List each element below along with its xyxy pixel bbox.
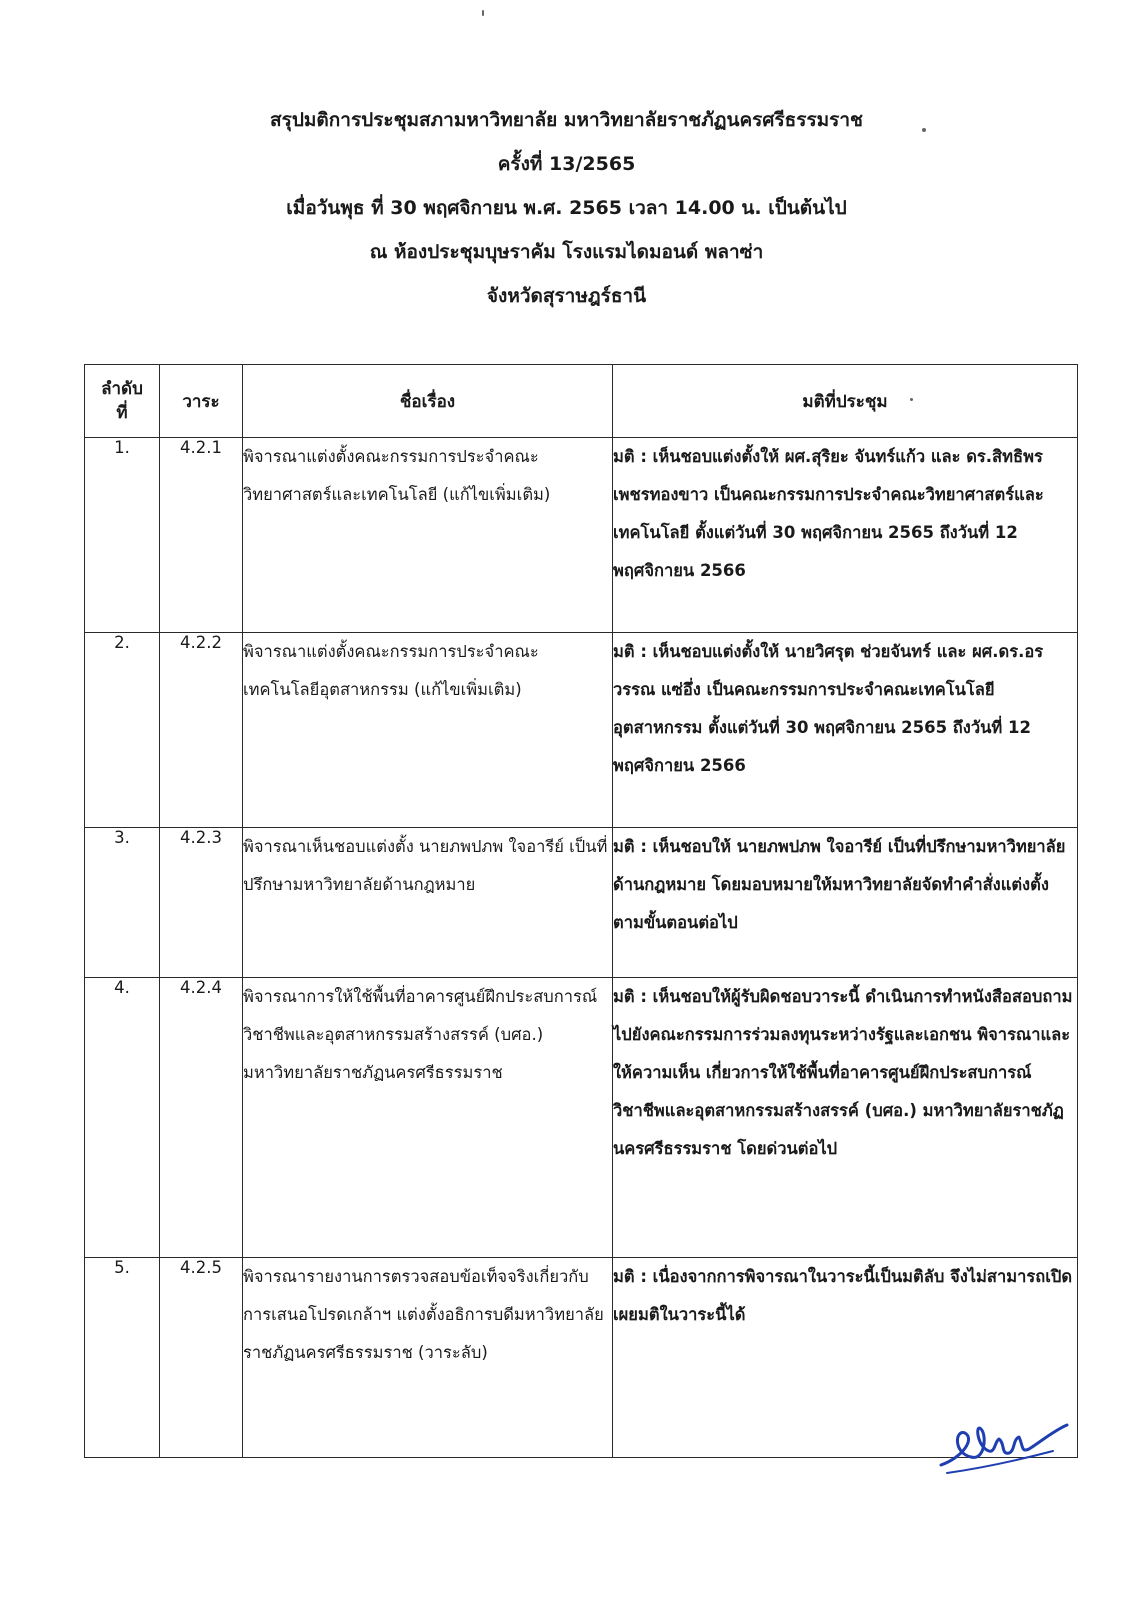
row-resolution: มติ : เห็นชอบให้ผู้รับผิดชอบวาระนี้ ดำเนินการทำหนังสือสอบถามไปยังคณะกรรมการร่วมลงทุนระหว่างรัฐและเอกชน พิจารณาและให้ความเห็น เกี่ยวการให้ใช้พื้นที่อาคารศูนย์ฝึกประสบการณ์วิชาชีพและอุตสาหกรรมสร้างสรรค์ (บศอ.) มหาวิทยาลัยราชภัฏนครศรีธรรมราช โดยด่วนต่อไป	[613, 978, 1078, 1258]
document-title: สรุปมติการประชุมสภามหาวิทยาลัย มหาวิทยาลัยราชภัฏนครศรีธรรมราช	[270, 109, 863, 131]
row-resolution: มติ : เนื่องจากการพิจารณาในวาระนี้เป็นมติลับ จึงไม่สามารถเปิดเผยมติในวาระนี้ได้	[613, 1258, 1078, 1458]
row-agenda: 4.2.2	[160, 633, 243, 828]
meeting-number: ครั้งที่ 13/2565	[497, 153, 636, 175]
row-subject: พิจารณาแต่งตั้งคณะกรรมการประจำคณะวิทยาศาสตร์และเทคโนโลยี (แก้ไขเพิ่มเติม)	[243, 438, 613, 633]
scan-speck	[922, 128, 926, 132]
header-subject: ชื่อเรื่อง	[243, 365, 613, 438]
table-row	[85, 978, 1078, 1258]
row-subject: พิจารณาแต่งตั้งคณะกรรมการประจำคณะเทคโนโลยีอุตสาหกรรม (แก้ไขเพิ่มเติม)	[243, 633, 613, 828]
row-subject: พิจารณาเห็นชอบแต่งตั้ง นายภพปภพ ใจอารีย์ เป็นที่ปรึกษามหาวิทยาลัยด้านกฎหมาย	[243, 828, 613, 978]
row-subject: พิจารณารายงานการตรวจสอบข้อเท็จจริงเกี่ยวกับการเสนอโปรดเกล้าฯ แต่งตั้งอธิการบดีมหาวิทยาลัยราชภัฏนครศรีธรรมราช (วาระลับ)	[243, 1258, 613, 1458]
scan-speck	[910, 398, 913, 401]
row-agenda: 4.2.3	[160, 828, 243, 978]
table-row	[85, 1258, 1078, 1458]
table-row	[85, 438, 1078, 633]
handwritten-signature	[935, 1395, 1075, 1485]
meeting-date: เมื่อวันพุธ ที่ 30 พฤศจิกายน พ.ศ. 2565 เวลา 14.00 น. เป็นต้นไป	[286, 197, 847, 219]
header-sequence-line2: ที่	[116, 403, 128, 423]
row-number: 2.	[85, 633, 160, 828]
row-number: 5.	[85, 1258, 160, 1458]
row-number: 1.	[85, 438, 160, 633]
header-resolution: มติที่ประชุม	[613, 365, 1078, 438]
signature-stroke	[941, 1425, 1067, 1465]
header-agenda: วาระ	[160, 365, 243, 438]
row-resolution: มติ : เห็นชอบให้ นายภพปภพ ใจอารีย์ เป็นที่ปรึกษามหาวิทยาลัยด้านกฎหมาย โดยมอบหมายให้มหาวิทยาลัยจัดทำคำสั่งแต่งตั้งตามขั้นตอนต่อไป	[613, 828, 1078, 978]
resolutions-table	[84, 364, 1078, 1458]
document-header	[0, 98, 1133, 318]
meeting-venue: ณ ห้องประชุมบุษราคัม โรงแรมไดมอนด์ พลาซ่า	[369, 241, 764, 263]
table-row	[85, 828, 1078, 978]
row-agenda: 4.2.5	[160, 1258, 243, 1458]
row-number: 4.	[85, 978, 160, 1258]
table-header-row	[85, 365, 1078, 438]
row-agenda: 4.2.4	[160, 978, 243, 1258]
row-subject: พิจารณาการให้ใช้พื้นที่อาคารศูนย์ฝึกประสบการณ์วิชาชีพและอุตสาหกรรมสร้างสรรค์ (บศอ.) มหาวิทยาลัยราชภัฏนครศรีธรรมราช	[243, 978, 613, 1258]
table-row	[85, 633, 1078, 828]
scan-speck	[482, 10, 484, 16]
row-agenda: 4.2.1	[160, 438, 243, 633]
row-number: 3.	[85, 828, 160, 978]
header-sequence	[85, 365, 160, 438]
row-resolution: มติ : เห็นชอบแต่งตั้งให้ นายวิศรุต ช่วยจันทร์ และ ผศ.ดร.อรวรรณ แซ่อึ่ง เป็นคณะกรรมการประจำคณะเทคโนโลยีอุตสาหกรรม ตั้งแต่วันที่ 30 พฤศจิกายน 2565 ถึงวันที่ 12 พฤศจิกายน 2566	[613, 633, 1078, 828]
row-resolution: มติ : เห็นชอบแต่งตั้งให้ ผศ.สุริยะ จันทร์แก้ว และ ดร.สิทธิพร เพชรทองขาว เป็นคณะกรรมการประจำคณะวิทยาศาสตร์และเทคโนโลยี ตั้งแต่วันที่ 30 พฤศจิกายน 2565 ถึงวันที่ 12 พฤศจิกายน 2566	[613, 438, 1078, 633]
meeting-province: จังหวัดสุราษฎร์ธานี	[486, 285, 647, 307]
header-sequence-line1: ลำดับ	[101, 379, 143, 399]
